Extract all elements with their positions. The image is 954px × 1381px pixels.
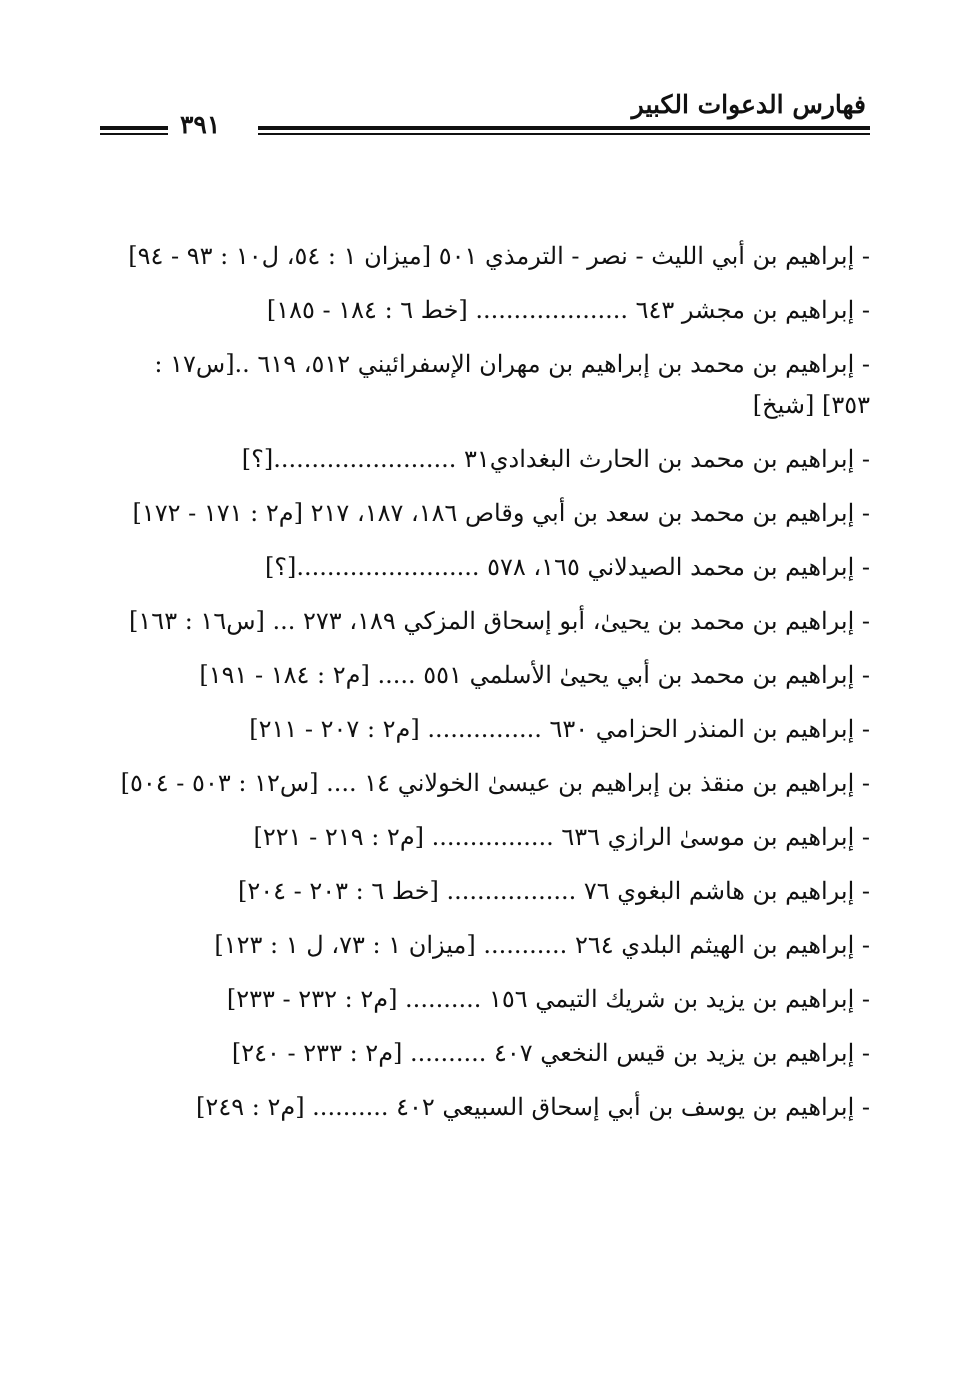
index-entry: - إبراهيم بن الهيثم البلدي ٢٦٤ ........... [ميزان ١ : ٧٣، ل ١ : ١٢٣] xyxy=(214,931,870,959)
running-header xyxy=(100,88,870,148)
index-entry: - إبراهيم بن منقذ بن إبراهيم بن عيسىٰ الخولاني ١٤ .... [س١٢ : ٥٠٣ - ٥٠٤] xyxy=(120,769,870,797)
index-entry: - إبراهيم بن محمد بن إبراهيم بن مهران الإسفرائيني ٥١٢، ٦١٩ ..[س١٧ : ٣٥٣] [شيخ] xyxy=(154,350,870,419)
page-number: ٣٩١ xyxy=(180,110,221,139)
index-entry: - إبراهيم بن يوسف بن أبي إسحاق السبيعي ٤٠٢ .......... [م٢ : ٢٤٩] xyxy=(196,1093,870,1121)
index-entry: - إبراهيم بن محمد بن الحارث البغدادي٣١ ........................[؟] xyxy=(241,445,870,473)
index-entry: - إبراهيم بن محمد بن سعد بن أبي وقاص ١٨٦، ١٨٧، ٢١٧ [م٢ : ١٧١ - ١٧٢] xyxy=(132,499,870,527)
header-title: فهارس الدعوات الكبير xyxy=(631,90,866,119)
index-entry: - إبراهيم بن محمد بن أبي يحيىٰ الأسلمي ٥٥١ ..... [م٢ : ١٨٤ - ١٩١] xyxy=(199,661,870,689)
index-entry: - إبراهيم بن المنذر الحزامي ٦٣٠ ............... [م٢ : ٢٠٧ - ٢١١] xyxy=(249,715,870,743)
index-entry: - إبراهيم بن يزيد بن شريك التيمي ١٥٦ .......... [م٢ : ٢٣٢ - ٢٣٣] xyxy=(226,985,870,1013)
index-entry: - إبراهيم بن أبي الليث - نصر - الترمذي ٥٠١ [ميزان ١ : ٥٤، ل١٠ : ٩٣ - ٩٤] xyxy=(128,242,870,270)
index-entry: - إبراهيم بن محمد بن يحيىٰ، أبو إسحاق المزكي ١٨٩، ٢٧٣ ... [س١٦ : ١٦٣] xyxy=(129,607,870,635)
index-entry: - إبراهيم بن هاشم البغوي ٧٦ ................. [خط ٦ : ٢٠٣ - ٢٠٤] xyxy=(237,877,870,905)
header-rule-short xyxy=(100,126,168,130)
index-entry: - إبراهيم بن يزيد بن قيس النخعي ٤٠٧ .......... [م٢ : ٢٣٣ - ٢٤٠] xyxy=(231,1039,870,1067)
index-entries xyxy=(100,236,870,1141)
index-entry: - إبراهيم بن مجشر ٦٤٣ .................... [خط ٦ : ١٨٤ - ١٨٥] xyxy=(266,296,870,324)
index-entry: - إبراهيم بن موسىٰ الرازي ٦٣٦ ................ [م٢ : ٢١٩ - ٢٢١] xyxy=(253,823,870,851)
header-rule-long xyxy=(258,126,870,130)
index-entry: - إبراهيم بن محمد الصيدلاني ١٦٥، ٥٧٨ ........................[؟] xyxy=(264,553,870,581)
